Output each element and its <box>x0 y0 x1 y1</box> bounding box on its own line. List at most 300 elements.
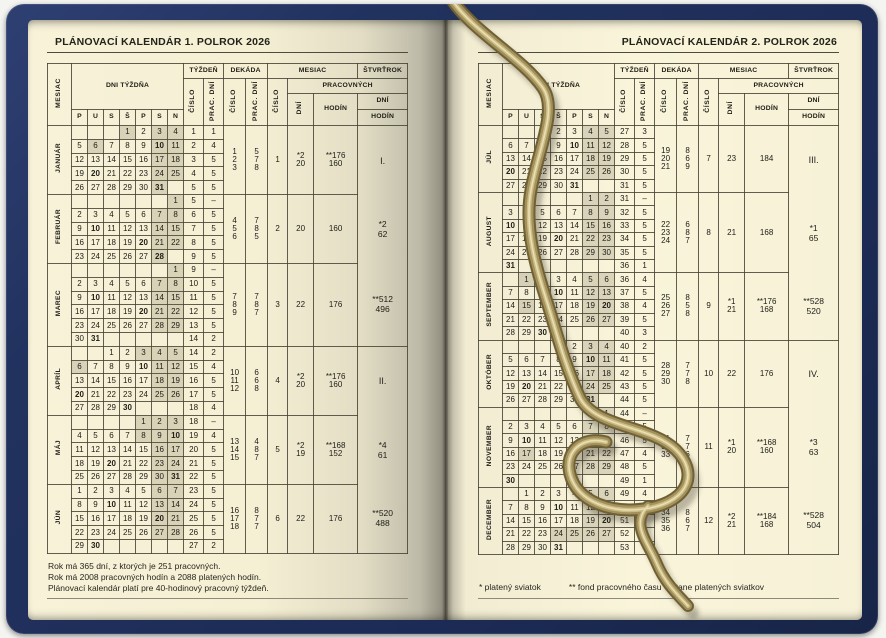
month-name <box>479 407 503 487</box>
day-cell: 27 <box>503 179 519 192</box>
day-cell: 11 <box>567 501 583 514</box>
day-cell: 5 <box>88 429 104 443</box>
month-workdays-cell: 20 <box>288 194 314 263</box>
day-cell <box>152 401 168 415</box>
week-workdays-cell: 5 <box>204 498 224 512</box>
day-cell <box>583 541 599 554</box>
day-cell: 21 <box>567 233 583 246</box>
day-cell: 5 <box>551 420 567 433</box>
day-cell: 20 <box>104 457 120 471</box>
quarter-value-group <box>789 273 838 339</box>
day-cell: 12 <box>599 139 615 152</box>
day-cell <box>567 541 583 554</box>
quarter-hours-header: HODÍN <box>789 110 839 126</box>
day-cell: 3 <box>136 346 152 360</box>
day-cell: 19 <box>583 300 599 313</box>
week-workdays-cell: 5 <box>635 219 655 232</box>
week-workdays-cell: 3 <box>635 126 655 139</box>
day-cell: 23 <box>120 388 136 402</box>
day-cell <box>535 193 551 206</box>
weekday-letter: P <box>567 110 583 126</box>
footnotes <box>47 561 408 594</box>
day-cell: 6 <box>72 360 88 374</box>
day-cell: 17 <box>519 447 535 460</box>
month-name <box>479 340 503 407</box>
month-workdays-cell: 22 <box>288 263 314 346</box>
week-workdays-cell: 5 <box>635 501 655 514</box>
week-workdays-cell: 5 <box>635 233 655 246</box>
quarter-value-group <box>358 195 407 263</box>
day-cell: 27 <box>519 394 535 407</box>
day-cell <box>599 394 615 407</box>
month-number-cell: 2 <box>268 194 288 263</box>
day-cell: 28 <box>120 470 136 484</box>
day-cell: 6 <box>152 484 168 498</box>
decade-group-header: DEKÁDA <box>655 64 699 79</box>
month-workhours-cell: 176 <box>314 263 358 346</box>
day-cell: 10 <box>567 139 583 152</box>
day-cell <box>519 126 535 139</box>
day-cell: 7 <box>519 139 535 152</box>
day-cell: 1 <box>519 273 535 286</box>
day-cell: 8 <box>519 501 535 514</box>
day-cell: 21 <box>503 313 519 326</box>
decade-workdays-cell: 8 6 9 <box>677 126 699 193</box>
day-cell: 15 <box>72 512 88 526</box>
day-cell: 21 <box>168 512 184 526</box>
footnote-line: Plánovací kalendár platí pre 40-hodinový pracovný týždeň. <box>48 582 269 593</box>
day-cell: 4 <box>152 346 168 360</box>
week-number-cell: 48 <box>615 461 635 474</box>
day-cell: 5 <box>535 206 551 219</box>
quarter-cell <box>789 126 839 341</box>
day-cell: 6 <box>599 487 615 500</box>
month-name-label: MÁJ <box>55 440 63 456</box>
bottom-rule <box>478 598 839 599</box>
day-cell: 10 <box>152 139 168 153</box>
day-cell: 6 <box>567 420 583 433</box>
month-workhours-cell: **168 160 <box>745 407 789 487</box>
day-cell: 30 <box>567 394 583 407</box>
week-number-cell: 26 <box>184 526 204 540</box>
title-rule <box>47 52 408 53</box>
week-workdays-cell: 5 <box>635 367 655 380</box>
day-cell <box>136 263 152 277</box>
week-workdays-cell: 2 <box>204 332 224 346</box>
day-cell: 15 <box>535 152 551 165</box>
week-group-header: TÝŽDEŇ <box>184 64 224 79</box>
day-cell: 17 <box>136 374 152 388</box>
day-cell: 1 <box>136 415 152 429</box>
day-cell: 12 <box>136 498 152 512</box>
day-cell: 16 <box>599 219 615 232</box>
day-cell: 5 <box>599 126 615 139</box>
day-cell: 3 <box>551 487 567 500</box>
week-number-cell: 29 <box>615 152 635 165</box>
week-workdays-cell: 5 <box>204 443 224 457</box>
day-cell: 25 <box>599 380 615 393</box>
quarter-value-group <box>789 341 838 407</box>
week-number-cell: 40 <box>615 327 635 340</box>
day-cell: 19 <box>168 374 184 388</box>
month-number-header-label: ČÍSLO <box>273 88 281 113</box>
week-number-cell: 8 <box>184 236 204 250</box>
day-cell: 29 <box>535 179 551 192</box>
day-cell: 4 <box>519 206 535 219</box>
day-cell: 22 <box>551 380 567 393</box>
day-cell: 21 <box>519 166 535 179</box>
week-workdays-cell: 4 <box>204 429 224 443</box>
weekday-letter: S <box>535 110 551 126</box>
day-cell: 17 <box>551 300 567 313</box>
decade-number-cell: 16 17 18 <box>224 484 246 553</box>
day-cell: 7 <box>152 208 168 222</box>
week-workdays-header-label: PRAC. DNÍ <box>209 80 217 121</box>
quarter-value-group <box>789 407 838 487</box>
day-cell: 20 <box>136 236 152 250</box>
day-cell: 11 <box>519 219 535 232</box>
day-cell <box>535 340 551 353</box>
week-workdays-cell: 5 <box>635 434 655 447</box>
day-cell <box>88 415 104 429</box>
month-workdays-header <box>288 94 314 126</box>
month-number-cell: 9 <box>699 273 719 340</box>
day-cell: 9 <box>88 498 104 512</box>
page-content <box>47 20 408 594</box>
day-cell <box>583 474 599 487</box>
day-cell: 10 <box>503 219 519 232</box>
week-number-cell: 33 <box>615 219 635 232</box>
day-cell: 10 <box>88 291 104 305</box>
day-cell: 14 <box>152 222 168 236</box>
planning-calendar-table <box>478 63 839 555</box>
day-cell: 9 <box>72 291 88 305</box>
day-cell: 16 <box>72 305 88 319</box>
month-workhours-cell: 184 <box>745 126 789 193</box>
day-cell: 28 <box>168 526 184 540</box>
day-cell: 23 <box>136 167 152 181</box>
weekdays-group-header: DNI TÝŽDŇA <box>503 64 615 110</box>
day-cell <box>519 193 535 206</box>
day-cell <box>503 126 519 139</box>
month-workdays-cell: *2 19 <box>288 415 314 484</box>
day-cell: 26 <box>599 166 615 179</box>
month-name <box>479 126 503 193</box>
day-cell: 26 <box>136 526 152 540</box>
day-cell: 25 <box>519 246 535 259</box>
month-name <box>48 415 72 484</box>
day-cell <box>168 401 184 415</box>
week-workdays-cell: 4 <box>635 300 655 313</box>
day-cell: 21 <box>120 457 136 471</box>
week-workdays-cell: 3 <box>635 327 655 340</box>
week-workdays-cell: 1 <box>204 126 224 140</box>
day-cell: 9 <box>567 353 583 366</box>
week-workdays-cell: 1 <box>635 474 655 487</box>
day-cell: 17 <box>583 367 599 380</box>
day-cell: 5 <box>583 487 599 500</box>
week-workdays-cell: 5 <box>204 470 224 484</box>
day-cell: 21 <box>152 236 168 250</box>
week-workdays-cell: – <box>204 415 224 429</box>
day-cell: 18 <box>104 236 120 250</box>
day-cell: 30 <box>72 332 88 346</box>
week-number-cell: 27 <box>615 126 635 139</box>
footnotes <box>478 577 839 595</box>
day-cell: 13 <box>72 374 88 388</box>
day-cell: 2 <box>152 415 168 429</box>
week-number-cell: 14 <box>184 332 204 346</box>
month-workhours-cell: 176 <box>745 340 789 407</box>
decade-workdays-header-label: PRAC. DNÍ <box>252 80 260 121</box>
week-workdays-cell: 5 <box>204 181 224 195</box>
day-cell: 29 <box>136 470 152 484</box>
week-number-cell: 11 <box>184 291 204 305</box>
gutter-shadow <box>442 20 448 620</box>
day-cell: 25 <box>152 388 168 402</box>
day-cell: 24 <box>567 166 583 179</box>
day-cell: 4 <box>599 340 615 353</box>
day-cell <box>168 332 184 346</box>
month-workdays-header-label: DNÍ <box>296 101 304 115</box>
week-number-cell: 35 <box>615 246 635 259</box>
day-cell: 12 <box>168 360 184 374</box>
day-cell: 12 <box>583 286 599 299</box>
day-cell: 8 <box>535 139 551 152</box>
weekday-letter: U <box>88 110 104 126</box>
day-cell: 28 <box>503 541 519 554</box>
day-cell: 13 <box>551 219 567 232</box>
week-number-cell: 6 <box>184 208 204 222</box>
month-number-cell: 12 <box>699 487 719 554</box>
day-cell: 16 <box>136 153 152 167</box>
day-cell: 18 <box>104 305 120 319</box>
quarter-value-text: I. <box>380 155 386 166</box>
day-cell: 11 <box>120 498 136 512</box>
day-cell: 19 <box>88 457 104 471</box>
week-number-cell: 36 <box>615 260 635 273</box>
day-cell: 19 <box>72 167 88 181</box>
quarter-value-group <box>358 347 407 415</box>
weekday-letter: N <box>168 110 184 126</box>
day-cell: 13 <box>88 153 104 167</box>
day-cell: 23 <box>551 166 567 179</box>
month-group-header: MESIAC <box>699 64 789 79</box>
day-cell: 15 <box>599 434 615 447</box>
quarter-value-group <box>358 416 407 484</box>
week-number-cell: 20 <box>184 443 204 457</box>
page-right <box>445 20 862 620</box>
day-cell: 18 <box>519 233 535 246</box>
day-cell: 20 <box>599 300 615 313</box>
day-cell: 18 <box>152 374 168 388</box>
quarter-values <box>789 341 838 554</box>
day-cell: 3 <box>567 126 583 139</box>
day-cell: 24 <box>152 167 168 181</box>
week-number-cell: 30 <box>615 166 635 179</box>
day-cell: 4 <box>567 273 583 286</box>
day-cell: 20 <box>599 514 615 527</box>
day-cell: 16 <box>72 236 88 250</box>
day-cell: 9 <box>551 139 567 152</box>
day-cell: 11 <box>104 222 120 236</box>
day-cell <box>136 539 152 553</box>
week-number-cell: 21 <box>184 457 204 471</box>
day-cell: 20 <box>152 512 168 526</box>
week-number-cell: 2 <box>184 139 204 153</box>
day-cell <box>503 487 519 500</box>
week-number-cell: 46 <box>615 434 635 447</box>
day-cell: 16 <box>535 300 551 313</box>
day-cell: 24 <box>88 319 104 333</box>
day-cell: 18 <box>120 512 136 526</box>
day-cell <box>535 474 551 487</box>
day-cell: 10 <box>136 360 152 374</box>
day-cell: 26 <box>583 528 599 541</box>
weekday-letter: U <box>519 110 535 126</box>
day-cell: 11 <box>152 360 168 374</box>
day-cell: 18 <box>599 367 615 380</box>
day-cell: 18 <box>583 152 599 165</box>
day-cell: 5 <box>503 353 519 366</box>
day-cell: 30 <box>136 181 152 195</box>
day-cell: 1 <box>168 263 184 277</box>
day-cell: 13 <box>519 367 535 380</box>
day-cell <box>104 539 120 553</box>
day-cell: 8 <box>583 206 599 219</box>
day-cell: 25 <box>104 250 120 264</box>
week-group-header: TÝŽDEŇ <box>615 64 655 79</box>
quarter-cell <box>358 346 408 553</box>
day-cell: 14 <box>168 498 184 512</box>
week-number-cell: 28 <box>615 139 635 152</box>
day-cell: 5 <box>168 346 184 360</box>
week-workdays-cell: 3 <box>635 528 655 541</box>
day-cell: 22 <box>583 233 599 246</box>
day-cell: 24 <box>136 388 152 402</box>
day-cell: 16 <box>120 374 136 388</box>
day-cell: 9 <box>535 286 551 299</box>
week-number-cell: 25 <box>184 512 204 526</box>
weekday-letter: Š <box>551 110 567 126</box>
day-cell: 10 <box>104 498 120 512</box>
week-number-cell: 49 <box>615 487 635 500</box>
day-cell <box>104 263 120 277</box>
month-name-label: MAREC <box>55 289 63 316</box>
day-cell: 6 <box>136 208 152 222</box>
day-cell: 1 <box>599 407 615 420</box>
day-cell: 29 <box>519 327 535 340</box>
day-cell: 17 <box>168 443 184 457</box>
weekday-letter: S <box>152 110 168 126</box>
day-cell: 19 <box>599 152 615 165</box>
day-cell <box>72 415 88 429</box>
day-cell: 2 <box>535 487 551 500</box>
day-cell: 25 <box>168 167 184 181</box>
day-cell: 24 <box>168 457 184 471</box>
footnote-line: Rok má 2008 pracovných hodín a 2088 platených hodín. <box>48 571 262 582</box>
day-cell: 30 <box>551 179 567 192</box>
day-cell <box>120 415 136 429</box>
day-cell: 23 <box>503 461 519 474</box>
quarter-value-text: *4 61 <box>377 439 388 460</box>
month-group-header: MESIAC <box>268 64 358 79</box>
day-cell <box>519 260 535 273</box>
day-cell <box>152 263 168 277</box>
day-cell <box>152 194 168 208</box>
day-cell: 21 <box>503 528 519 541</box>
day-cell <box>519 407 535 420</box>
day-cell <box>599 179 615 192</box>
day-cell: 5 <box>136 484 152 498</box>
week-workdays-cell: 5 <box>635 166 655 179</box>
week-workdays-cell: 5 <box>204 291 224 305</box>
week-workdays-cell: 5 <box>204 236 224 250</box>
week-number-cell: 19 <box>184 429 204 443</box>
day-cell: 26 <box>120 250 136 264</box>
page-left <box>28 20 445 620</box>
day-cell <box>567 407 583 420</box>
day-cell: 12 <box>583 501 599 514</box>
month-name-label: JÚL <box>486 150 494 164</box>
quarter-values <box>358 126 407 345</box>
day-cell: 28 <box>88 401 104 415</box>
day-cell <box>535 407 551 420</box>
day-cell: 23 <box>567 380 583 393</box>
day-cell: 13 <box>599 286 615 299</box>
weekdays-group-header: DNI TÝŽDŇA <box>72 64 184 110</box>
week-number-cell: 49 <box>615 474 635 487</box>
day-cell: 27 <box>152 526 168 540</box>
week-workdays-cell: 5 <box>635 313 655 326</box>
day-cell: 24 <box>88 250 104 264</box>
day-cell: 23 <box>152 457 168 471</box>
week-workdays-cell: 1 <box>635 260 655 273</box>
decade-number-cell: 22 23 24 <box>655 193 677 273</box>
week-workdays-cell: 5 <box>635 514 655 527</box>
day-cell: 7 <box>535 353 551 366</box>
month-workdays-cell: 22 <box>719 340 745 407</box>
day-cell <box>88 126 104 140</box>
day-cell: 6 <box>503 139 519 152</box>
day-cell: 16 <box>152 443 168 457</box>
day-cell: 18 <box>72 457 88 471</box>
day-cell: 11 <box>535 434 551 447</box>
quarter-value-text: *1 65 <box>808 222 819 243</box>
quarter-value-group <box>358 126 407 194</box>
week-workdays-cell: 5 <box>204 250 224 264</box>
day-cell: 15 <box>136 443 152 457</box>
week-number-cell: 16 <box>184 374 204 388</box>
week-number-cell: 44 <box>615 407 635 420</box>
day-cell <box>120 539 136 553</box>
week-workdays-cell: 5 <box>204 153 224 167</box>
month-name <box>479 273 503 340</box>
day-cell: 8 <box>136 429 152 443</box>
week-workdays-cell: 5 <box>204 374 224 388</box>
decade-workdays-cell: 8 7 7 <box>246 484 268 553</box>
month-name-label: NOVEMBER <box>486 424 494 466</box>
decade-workdays-cell: 8 6 7 <box>677 487 699 554</box>
month-workdays-cell: *1 21 <box>719 273 745 340</box>
day-cell: 5 <box>583 273 599 286</box>
quarter-value-text: IV. <box>808 369 819 380</box>
weekday-letter: S <box>104 110 120 126</box>
day-cell: 14 <box>120 443 136 457</box>
quarter-value-text: **528 520 <box>803 295 825 316</box>
day-cell: 15 <box>120 153 136 167</box>
month-name <box>48 194 72 263</box>
